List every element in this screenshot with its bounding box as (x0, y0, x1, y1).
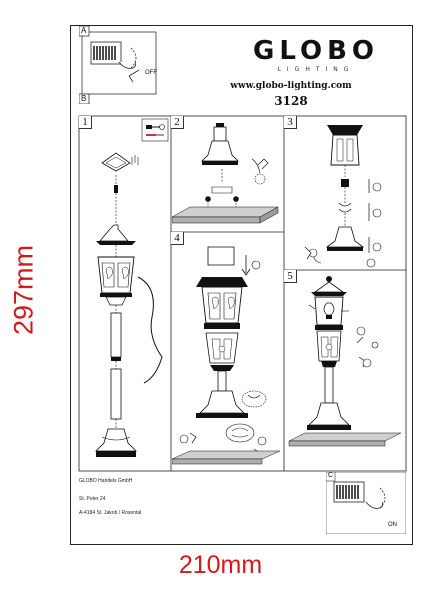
company-name: GLOBO Handels GmbH (79, 478, 133, 484)
inset-off-label: OFF (145, 70, 157, 76)
dimension-width-label: 210mm (178, 551, 263, 579)
item-code: 3128 (274, 94, 308, 108)
step-number-4: 4 (171, 232, 184, 245)
brand-logo: GLOBO (252, 36, 379, 66)
step-3-sequence-marks (367, 183, 381, 267)
inset-label-b: B (81, 94, 87, 103)
step-2-mounting-illustration (172, 117, 283, 231)
inset-label-a: A (81, 26, 87, 35)
step-1-exploded-lantern-illustration (80, 117, 170, 470)
website-url: www.globo-lighting.com (230, 81, 352, 91)
power-on-inset (326, 472, 406, 534)
screwdriver-icon (142, 119, 168, 141)
instruction-sheet (70, 25, 413, 545)
brand-subtitle: LIGHTING (277, 66, 355, 73)
dimension-height-label: 297mm (8, 244, 39, 336)
company-street: St. Peter 24 (79, 496, 106, 502)
step-3-head-assembly-illustration (285, 117, 406, 269)
step-4-full-assembly-illustration (172, 233, 283, 470)
step-number-1: 1 (79, 116, 92, 129)
step-number-3: 3 (284, 116, 297, 129)
company-city: A-4184 St. Jakob / Rosental (79, 510, 142, 516)
step-number-2: 2 (171, 116, 184, 129)
inset-label-c: C (328, 472, 334, 479)
step-5-finished-lamp-illustration (285, 271, 406, 470)
floor-slab (172, 207, 278, 217)
step-number-5: 5 (284, 270, 297, 283)
svg-text:ON: ON (388, 522, 397, 528)
dimension-height (4, 230, 44, 350)
